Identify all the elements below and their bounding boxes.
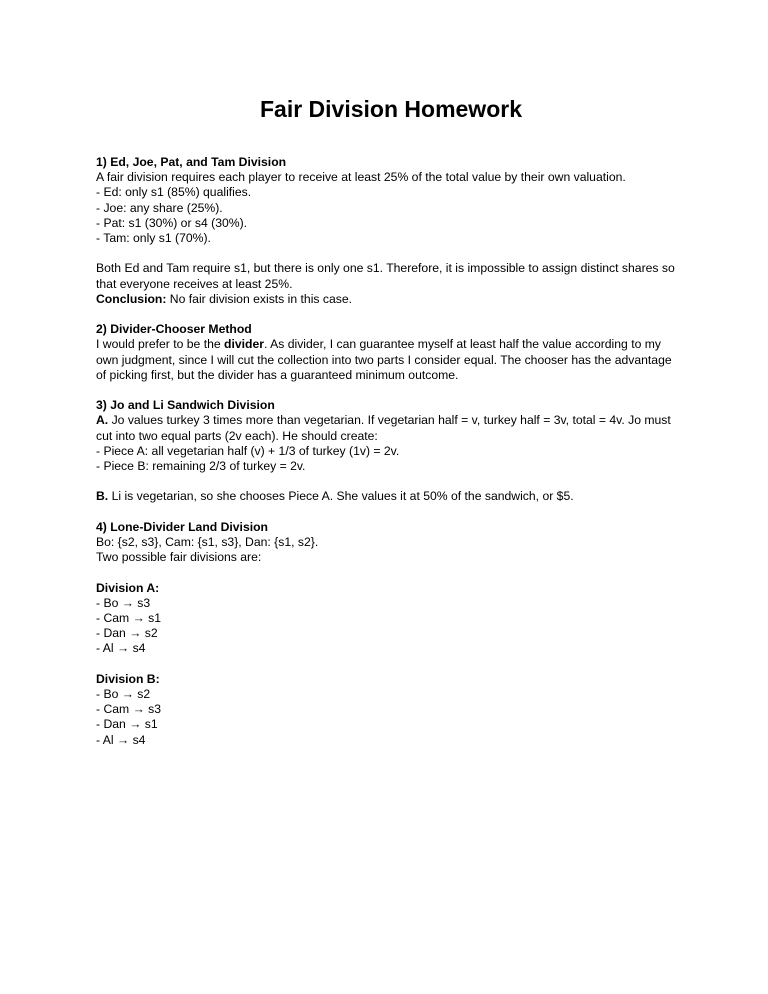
part-a-paragraph [96,413,676,443]
division-a-label: Division A: [96,580,160,595]
conclusion-text: No fair division exists in this case. [166,291,353,306]
section-heading: 3) Jo and Li Sandwich Division [96,398,275,413]
emphasis: divider [224,337,265,352]
list-item: - Cam → s1 [96,611,162,625]
paragraph: Two possible fair divisions are: [96,550,262,565]
text-segment: . As divider, I can guarantee myself at least half the value according to my own judgment, since I will cut the collection into two parts I consider equal. The chooser has the advantage of picking first, but the divider has a guaranteed minimum outcome. [96,337,672,382]
section-heading: 2) Divider-Chooser Method [96,322,252,337]
section-2 [96,322,676,383]
section-heading: 4) Lone-Divider Land Division [96,519,268,534]
text-segment: I would prefer to be the [96,337,225,352]
conclusion [96,292,676,307]
section-4 [96,520,676,748]
spacer [96,565,676,580]
list-item: - Bo → s2 [96,687,151,701]
list-item: - Cam → s3 [96,702,162,717]
document-page [96,96,676,763]
list-item: - Dan → s2 [96,626,158,641]
division-b-label: Division B: [96,671,160,686]
spacer [96,474,676,489]
list-item: - Dan → s1 [96,717,158,732]
part-b-label: B. [96,489,109,504]
conclusion-label: Conclusion: [96,291,167,306]
list-item: - Pat: s1 (30%) or s4 (30%). [96,215,248,230]
paragraph [96,337,676,383]
list-item: - Bo → s3 [96,595,151,610]
list-item: - Ed: only s1 (85%) qualifies. [96,185,252,200]
part-a-label: A. [96,413,109,428]
list-item: - Piece A: all vegetarian half (v) + 1/3 of turkey (1v) = 2v. [96,443,400,458]
part-b-text: Li is vegetarian, so she chooses Piece A. She values it at 50% of the sandwich, or $5. [108,489,574,504]
section-1 [96,155,676,307]
spacer [96,246,676,261]
part-b-paragraph [96,489,676,504]
section-3 [96,398,676,504]
list-item: - Tam: only s1 (70%). [96,231,211,246]
paragraph: A fair division requires each player to receive at least 25% of the total value by their own valuation. [96,170,626,185]
part-a-text: Jo values turkey 3 times more than vegetarian. If vegetarian half = v, turkey half = 3v, total = 4v. Jo must cut into two equal parts (2v each). He should create: [96,413,671,443]
list-item: - Piece B: remaining 2/3 of turkey = 2v. [96,459,306,474]
paragraph: Bo: {s2, s3}, Cam: {s1, s3}, Dan: {s1, s2}. [96,535,319,549]
page-title: Fair Division Homework [259,96,522,122]
paragraph: Both Ed and Tam require s1, but there is only one s1. Therefore, it is impossible to assign distinct shares so that everyone receives at least 25%. [96,261,675,291]
spacer [96,657,676,672]
section-heading: 1) Ed, Joe, Pat, and Tam Division [96,155,287,169]
list-item: - Joe: any share (25%). [96,200,223,215]
list-item: - Al → s4 [96,641,146,656]
list-item: - Al → s4 [96,732,146,747]
